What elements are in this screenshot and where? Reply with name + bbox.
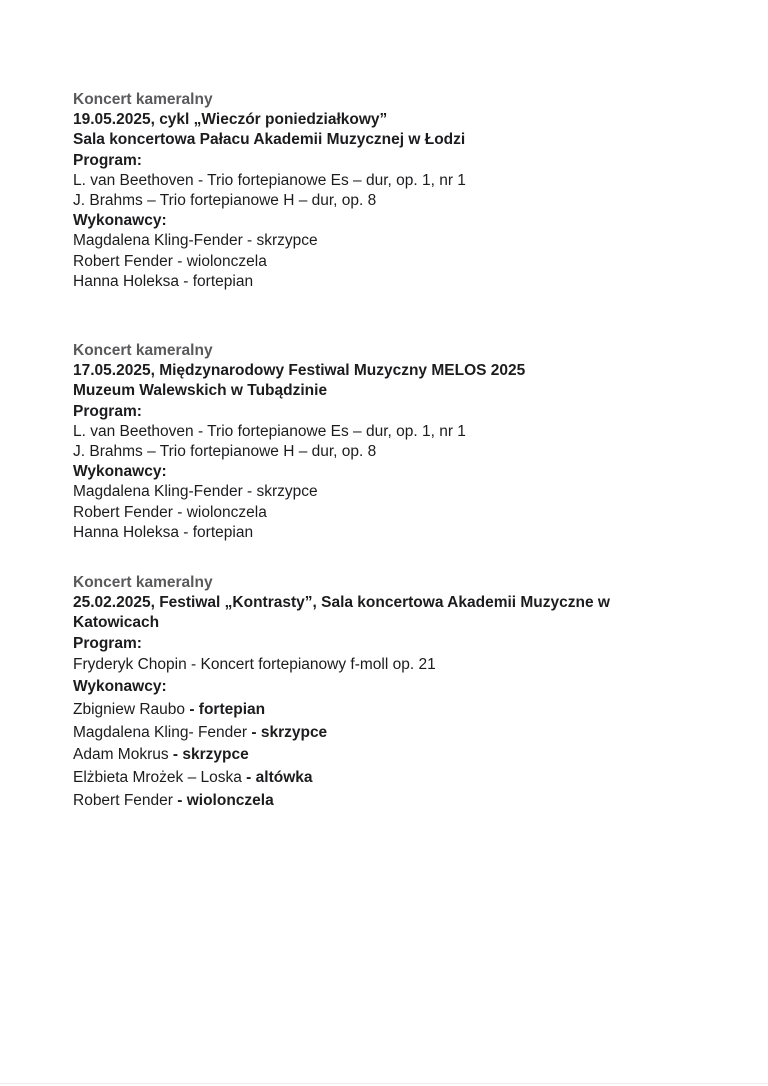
performer-name: Elżbieta Mrożek – Loska xyxy=(73,769,247,787)
performer-item xyxy=(73,722,705,745)
program-item: J. Brahms – Trio fortepianowe H – dur, op. 8 xyxy=(73,192,377,210)
performer-item: Hanna Holeksa - fortepian xyxy=(73,523,254,541)
performer-name: Magdalena Kling- Fender xyxy=(73,723,252,741)
performer-instrument: - skrzypce xyxy=(172,746,249,764)
performer-item: Robert Fender - wiolonczela xyxy=(73,252,267,270)
program-item: J. Brahms – Trio fortepianowe H – dur, op. 8 xyxy=(73,443,377,461)
concert-entry-2 xyxy=(73,341,705,543)
performer-item xyxy=(73,767,705,790)
performer-item: Magdalena Kling-Fender - skrzypce xyxy=(73,232,318,250)
performer-instrument: - altówka xyxy=(246,769,313,787)
concert-entry-3 xyxy=(73,573,705,812)
performer-instrument: - fortepian xyxy=(189,701,266,719)
document-content xyxy=(73,90,705,812)
concert-type-label: Koncert kameralny xyxy=(73,91,213,108)
concert-entry-1 xyxy=(73,90,705,292)
page-bottom-edge-divider xyxy=(0,1083,768,1084)
concert-venue: Muzeum Walewskich w Tubądzinie xyxy=(73,382,328,400)
performer-item xyxy=(73,744,705,767)
performer-item: Robert Fender - wiolonczela xyxy=(73,503,267,521)
concert-venue: Sala koncertowa Pałacu Akademii Muzycznej w Łodzi xyxy=(73,131,466,149)
concert-type-label: Koncert kameralny xyxy=(73,342,213,360)
performers-heading: Wykonawcy: xyxy=(73,212,167,230)
performer-instrument: - skrzypce xyxy=(251,723,328,741)
program-heading: Program: xyxy=(73,402,142,420)
concert-type-label: Koncert kameralny xyxy=(73,574,213,592)
performer-instrument: - wiolonczela xyxy=(177,791,274,809)
performer-item xyxy=(73,790,705,813)
performer-item: Magdalena Kling-Fender - skrzypce xyxy=(73,483,318,501)
program-item: L. van Beethoven - Trio fortepianowe Es – dur, op. 1, nr 1 xyxy=(73,171,466,189)
performers-heading: Wykonawcy: xyxy=(73,463,167,481)
performer-name: Zbigniew Raubo xyxy=(73,701,190,719)
program-heading: Program: xyxy=(73,151,142,169)
program-item: L. van Beethoven - Trio fortepianowe Es – dur, op. 1, nr 1 xyxy=(73,422,466,440)
concert-date-title: 17.05.2025, Międzynarodowy Festiwal Muzyczny MELOS 2025 xyxy=(73,362,526,380)
program-heading: Program: xyxy=(73,634,142,652)
performer-list xyxy=(73,699,705,812)
concert-date-title: 19.05.2025, cykl „Wieczór poniedziałkowy” xyxy=(73,111,388,129)
concert-date-title: 25.02.2025, Festiwal „Kontrasty”, Sala koncertowa Akademii Muzyczne w xyxy=(73,594,610,612)
program-item: Fryderyk Chopin - Koncert fortepianowy f-moll op. 21 xyxy=(73,655,436,673)
concert-venue: Katowicach xyxy=(73,614,160,632)
performer-name: Robert Fender xyxy=(73,791,178,809)
performer-name: Adam Mokrus xyxy=(73,746,173,764)
performer-item: Hanna Holeksa - fortepian xyxy=(73,272,254,290)
performer-item xyxy=(73,699,705,722)
performers-heading: Wykonawcy: xyxy=(73,678,167,696)
